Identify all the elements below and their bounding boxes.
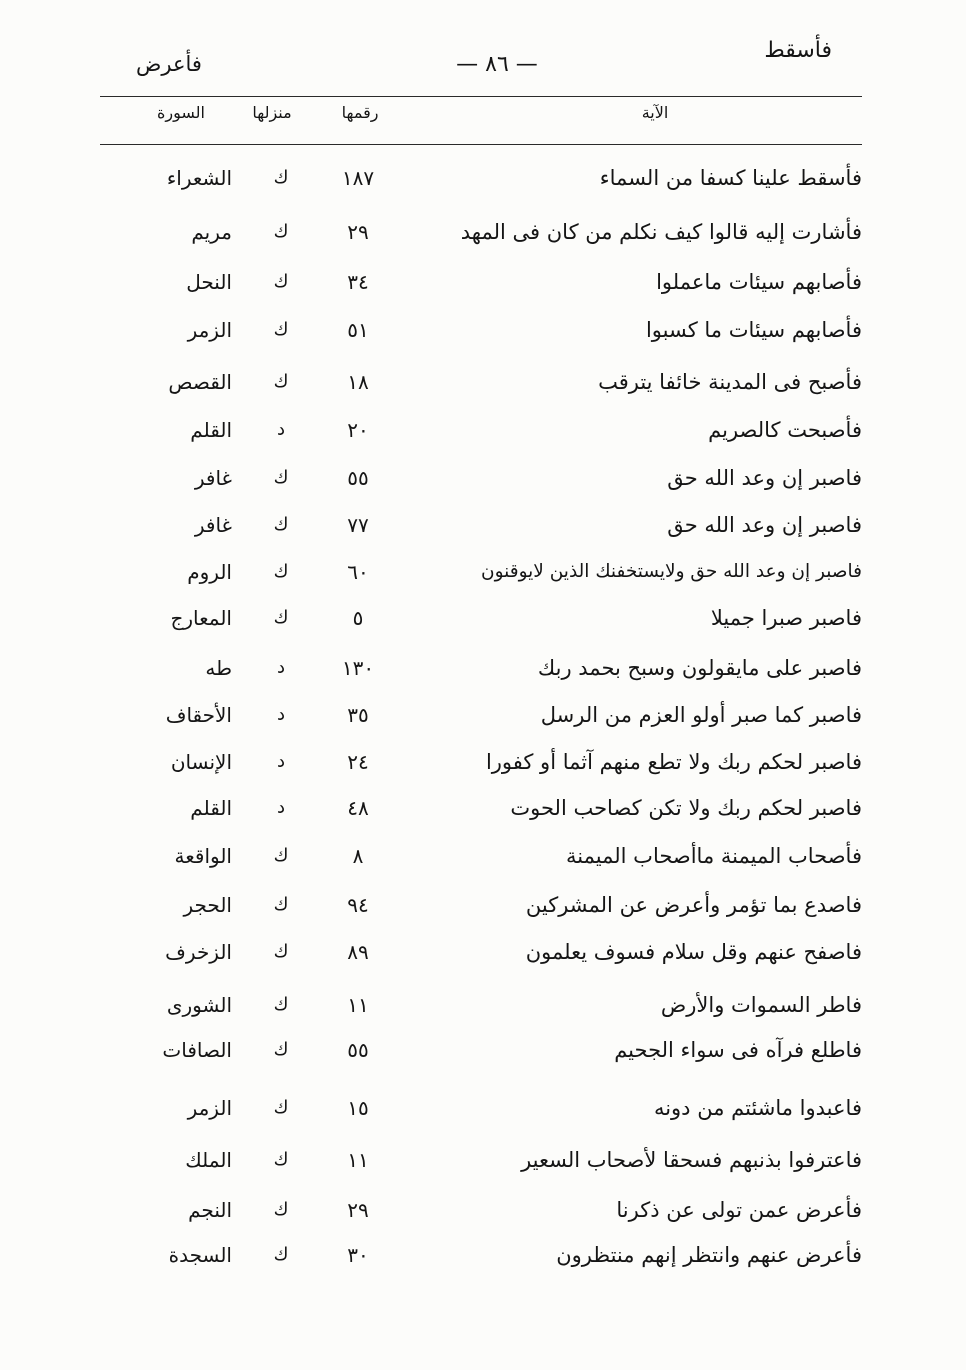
revelation-place: د [276, 797, 285, 818]
verse-number: ٢٩ [347, 1198, 369, 1222]
sura-name: القلم [190, 418, 232, 442]
table-row [0, 365, 966, 399]
table-row [0, 1238, 966, 1272]
verse-text: فاصبر صبرا جميلا [710, 606, 862, 630]
verse-number: ٨٩ [347, 940, 369, 964]
sura-name: السجدة [168, 1243, 232, 1267]
verse-text: فأشارت إليه قالوا كيف نكلم من كان فى المهد [460, 220, 862, 244]
verse-text: فاصدع بما تؤمر وأعرض عن المشركين [525, 893, 862, 917]
sura-name: مريم [191, 220, 232, 244]
sura-name: الروم [187, 560, 232, 584]
column-header-sura: السورة [157, 103, 205, 122]
revelation-place: ك [273, 271, 289, 292]
sura-name: الأحقاف [165, 703, 232, 727]
sura-name: الشعراء [166, 166, 232, 190]
verse-text: فاصبر إن وعد الله حق [667, 466, 862, 490]
verse-number: ٤٨ [347, 796, 369, 820]
verse-text: فاطر السموات والأرض [660, 993, 862, 1017]
verse-text: فأعرض عمن تولى عن ذكرنا [616, 1198, 862, 1222]
verse-text: فأصابهم سيئات ماعملوا [656, 270, 862, 294]
revelation-place: ك [273, 514, 289, 535]
revelation-place: د [276, 657, 285, 678]
table-row [0, 1091, 966, 1125]
table-row [0, 988, 966, 1022]
verse-number: ٥٥ [347, 1038, 369, 1062]
revelation-place: ك [273, 467, 289, 488]
revelation-place: ك [273, 1199, 289, 1220]
revelation-place: ك [273, 167, 289, 188]
sura-name: الإنسان [170, 750, 232, 774]
table-row [0, 161, 966, 195]
table-row [0, 413, 966, 447]
verse-number: ٢٩ [347, 220, 369, 244]
revelation-place: د [276, 419, 285, 440]
sura-name: الملك [185, 1148, 232, 1172]
verse-text: فأصحاب الميمنة ماأصحاب الميمنة [566, 844, 862, 868]
table-row [0, 888, 966, 922]
table-row [0, 1193, 966, 1227]
table-row [0, 461, 966, 495]
revelation-place: ك [273, 371, 289, 392]
revelation-place: ك [273, 561, 289, 582]
sura-name: الزمر [187, 318, 232, 342]
verse-number: ٥١ [347, 318, 369, 342]
verse-number: ١٨٧ [341, 166, 375, 190]
table-row [0, 555, 966, 589]
verse-text: فأعرض عنهم وانتظر إنهم منتظرون [556, 1243, 862, 1267]
sura-name: غافر [194, 466, 232, 490]
sura-name: النجم [188, 1198, 232, 1222]
verse-number: ٢٠ [347, 418, 369, 442]
column-header-rule [100, 144, 862, 145]
verse-number: ١٣٠ [341, 656, 375, 680]
table-row [0, 313, 966, 347]
table-row [0, 651, 966, 685]
verse-text: فاصبر إن وعد الله حق [667, 513, 862, 537]
revelation-place: ك [273, 1039, 289, 1060]
table-row [0, 698, 966, 732]
header-rule [100, 96, 862, 97]
table-row [0, 935, 966, 969]
verse-number: ٨ [352, 844, 364, 868]
verse-number: ١٨ [347, 370, 369, 394]
revelation-place: ك [273, 894, 289, 915]
verse-number: ٧٧ [347, 513, 369, 537]
verse-number: ٢٤ [347, 750, 369, 774]
verse-number: ٥ [352, 606, 364, 630]
verse-number: ٣٥ [347, 703, 369, 727]
sura-name: الحجر [183, 893, 232, 917]
column-header-number: رقمها [341, 103, 379, 122]
revelation-place: د [276, 704, 285, 725]
verse-text: فاصبر إن وعد الله حق ولايستخفنك الذين لايوقنون [481, 561, 862, 582]
table-row [0, 601, 966, 635]
verse-number: ١١ [347, 993, 369, 1017]
table-row [0, 791, 966, 825]
sura-name: الصافات [162, 1038, 232, 1062]
verse-text: فأسقط علينا كسفا من السماء [599, 166, 862, 190]
verse-number: ٦٠ [347, 560, 369, 584]
revelation-place: ك [273, 221, 289, 242]
verse-text: فاصبر على مايقولون وسبح بحمد ربك [537, 656, 862, 680]
sura-name: الزمر [187, 1096, 232, 1120]
verse-text: فاعترفوا بذنبهم فسحقا لأصحاب السعير [521, 1148, 862, 1172]
revelation-place: د [276, 751, 285, 772]
column-header-place: منزلها [252, 103, 292, 122]
verse-text: فاصبر لحكم ربك ولا تطع منهم آثما أو كفورا [485, 750, 862, 774]
verse-number: ٣٤ [347, 270, 369, 294]
table-row [0, 1143, 966, 1177]
verse-text: فاصبر كما صبر أولو العزم من الرسل [540, 703, 862, 727]
verse-number: ٣٠ [347, 1243, 369, 1267]
table-row [0, 745, 966, 779]
verse-number: ١١ [347, 1148, 369, 1172]
column-header-verse: الآية [641, 103, 669, 122]
verse-number: ٩٤ [347, 893, 369, 917]
sura-name: طه [205, 656, 232, 680]
verse-text: فاصفح عنهم وقل سلام فسوف يعلمون [525, 940, 862, 964]
verse-text: فاعبدوا ماشئتم من دونه [653, 1096, 862, 1120]
revelation-place: ك [273, 1097, 289, 1118]
verse-number: ١٥ [347, 1096, 369, 1120]
revelation-place: ك [273, 994, 289, 1015]
table-row [0, 265, 966, 299]
sura-name: الواقعة [174, 844, 232, 868]
verse-text: فاصبر لحكم ربك ولا تكن كصاحب الحوت [510, 796, 862, 820]
revelation-place: ك [273, 845, 289, 866]
page-number: — ٨٦ — [456, 52, 538, 77]
sura-name: الشورى [166, 993, 232, 1017]
table-row [0, 215, 966, 249]
sura-name: القلم [190, 796, 232, 820]
sura-name: القصص [168, 370, 232, 394]
running-head-first-word: فأسقط [764, 38, 832, 63]
revelation-place: ك [273, 1244, 289, 1265]
revelation-place: ك [273, 319, 289, 340]
sura-name: غافر [194, 513, 232, 537]
table-row [0, 508, 966, 542]
sura-name: الزخرف [165, 940, 232, 964]
revelation-place: ك [273, 941, 289, 962]
revelation-place: ك [273, 607, 289, 628]
verse-number: ٥٥ [347, 466, 369, 490]
table-row [0, 839, 966, 873]
table-row [0, 1033, 966, 1067]
verse-text: فأصبحت كالصريم [708, 418, 862, 442]
running-head-last-word: فأعرض [136, 52, 202, 76]
verse-text: فاطلع فرآه فى سواء الجحيم [614, 1038, 862, 1062]
sura-name: النحل [186, 270, 232, 294]
sura-name: المعارج [170, 606, 232, 630]
verse-text: فأصابهم سيئات ما كسبوا [645, 318, 862, 342]
revelation-place: ك [273, 1149, 289, 1170]
verse-text: فأصبح فى المدينة خائفا يترقب [598, 370, 862, 394]
